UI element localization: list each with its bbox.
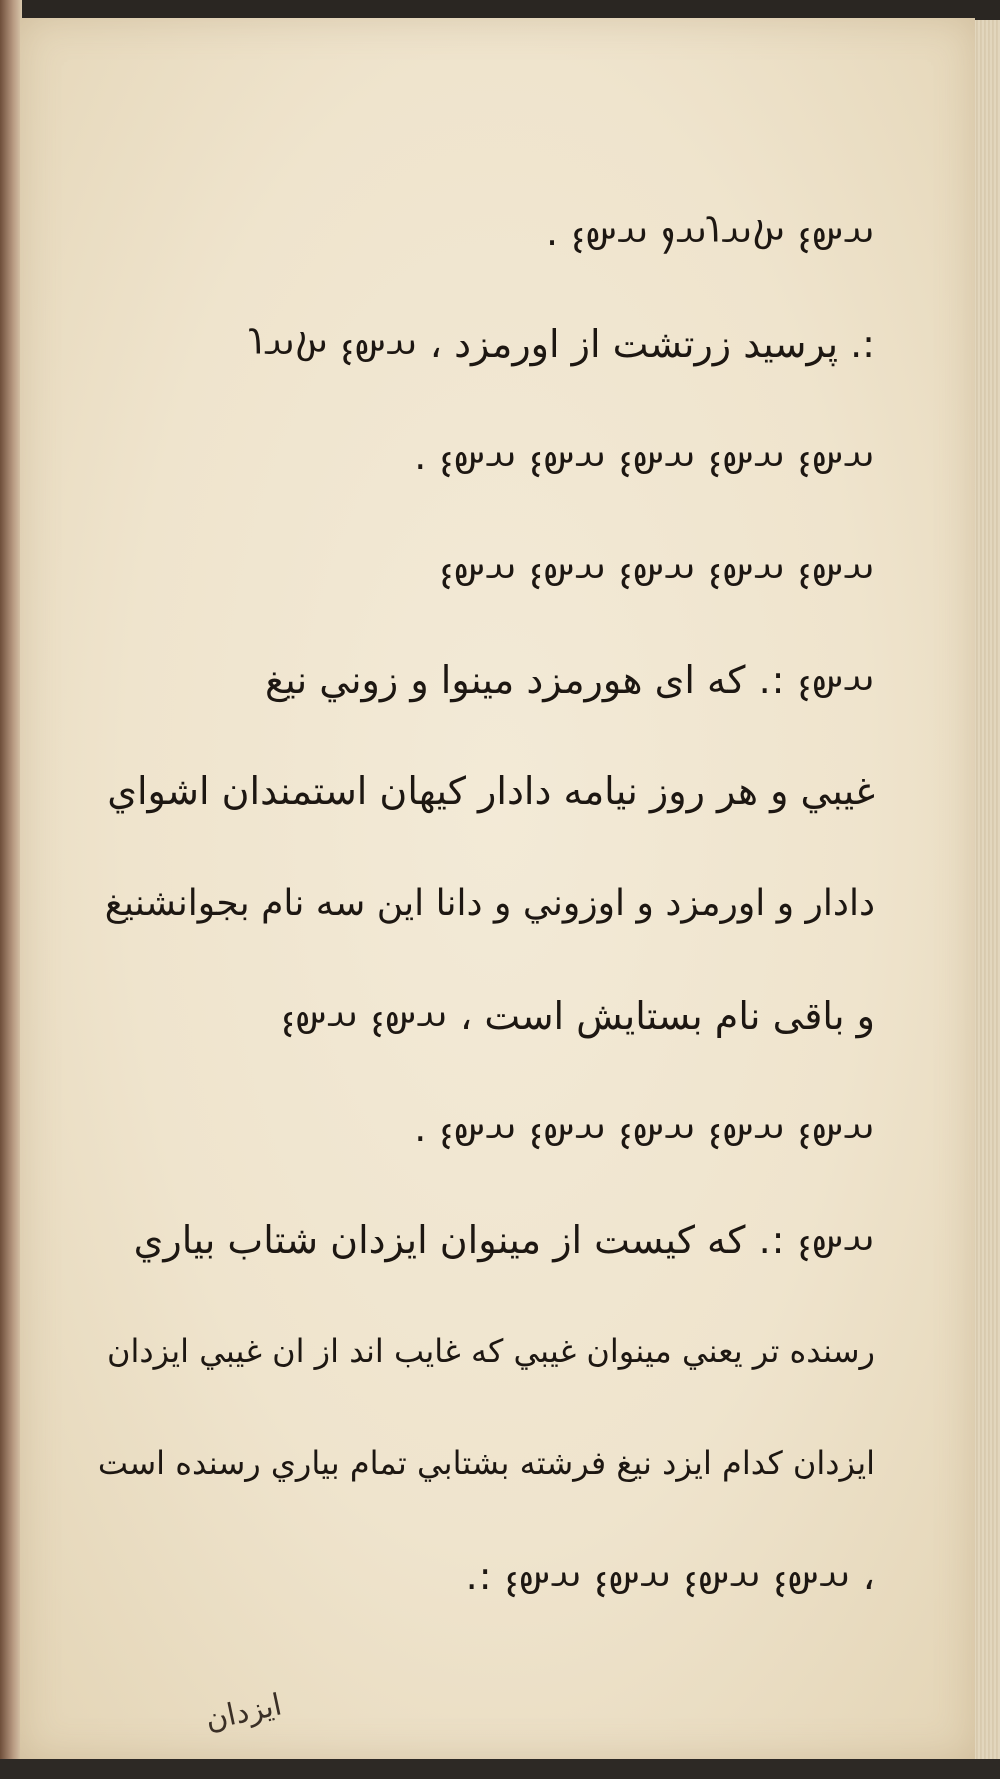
text-line-4 — [85, 511, 875, 623]
line-text: 𐬀𐬵𐬆 𐬀𐬵𐬆 𐬀𐬵𐬆 𐬀𐬵𐬆 𐬀𐬵𐬆 . — [414, 434, 875, 478]
line-text: 𐬀𐬵𐬆 :. که کیست از مینوان ایزدان شتاب بیاري — [133, 1218, 875, 1262]
text-line-8 — [85, 959, 875, 1071]
line-text: ، 𐬀𐬵𐬆 𐬀𐬵𐬆 𐬀𐬵𐬆 𐬀𐬵𐬆 :. — [465, 1554, 875, 1598]
line-text: ایزدان کدام ایزد نیغ فرشته بشتابي تمام بیاري رسنده است — [97, 1444, 875, 1482]
book-gutter — [0, 0, 22, 1779]
text-line-1 — [85, 175, 875, 287]
text-line-2 — [85, 287, 875, 399]
text-line-13 — [85, 1519, 875, 1631]
line-text: دادار و اورمزد و اوزوني و دانا این سه نام بجوانشنیغ — [104, 882, 875, 924]
line-text: 𐬀𐬵𐬆 𐬑𐬀𐬭𐬀𐬐 𐬀𐬵𐬆 . — [546, 210, 875, 254]
text-line-7 — [85, 847, 875, 959]
line-text: 𐬀𐬵𐬆 𐬀𐬵𐬆 𐬀𐬵𐬆 𐬀𐬵𐬆 𐬀𐬵𐬆 — [440, 546, 875, 590]
line-text: 𐬀𐬵𐬆 :. که ای هورمزد مینوا و زوني نیغ — [264, 658, 875, 702]
text-line-9 — [85, 1071, 875, 1183]
text-line-5 — [85, 623, 875, 735]
line-text: غیبي و هر روز نیامه دادار کیهان استمندان اشواي — [107, 769, 875, 813]
line-text: رسنده تر یعني مینوان غیبي که غایب اند از ان غیبي ایزدان — [106, 1332, 875, 1370]
text-line-12 — [85, 1407, 875, 1519]
catchword: ایزدان — [202, 1687, 285, 1738]
text-line-10 — [85, 1183, 875, 1295]
line-text: و باقی نام بستایش است ، 𐬀𐬵𐬆 𐬀𐬵𐬆 — [281, 994, 875, 1038]
line-text: 𐬀𐬵𐬆 𐬀𐬵𐬆 𐬀𐬵𐬆 𐬀𐬵𐬆 𐬀𐬵𐬆 . — [414, 1106, 875, 1150]
bottom-border — [0, 1759, 1000, 1779]
text-line-11 — [85, 1295, 875, 1407]
text-line-3 — [85, 399, 875, 511]
text-block — [85, 175, 875, 1631]
line-text: :. پرسید زرتشت از اورمزد ، 𐬀𐬵𐬆 𐬑𐬀𐬭 — [250, 322, 875, 366]
text-line-6 — [85, 735, 875, 847]
